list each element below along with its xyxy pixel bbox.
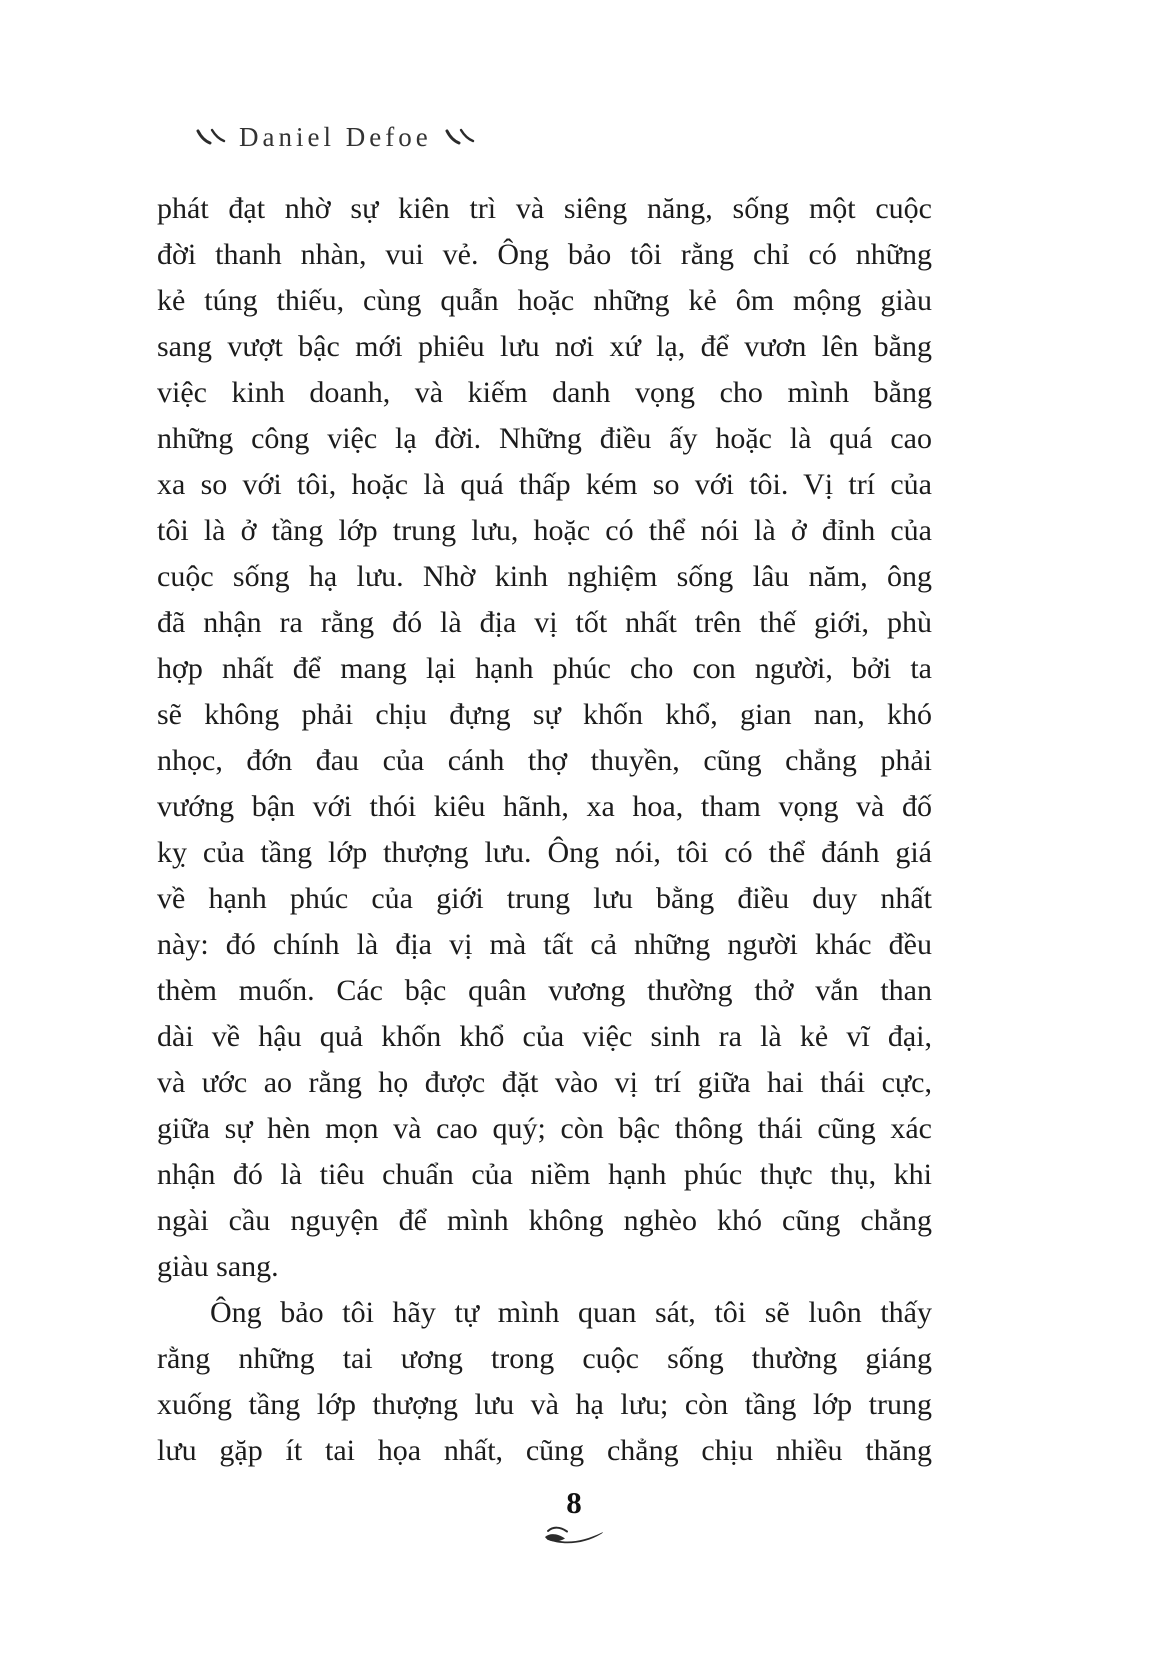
text-line: nhọc, đớn đau của cánh thợ thuyền, cũng chẳng phải: [157, 744, 932, 777]
text-line: sang vượt bậc mới phiêu lưu nơi xứ lạ, để vươn lên bằng: [157, 330, 932, 363]
text-line: rằng những tai ương trong cuộc sống thường giáng: [157, 1342, 932, 1375]
text-line: sẽ không phải chịu đựng sự khốn khổ, gian nan, khó: [157, 698, 932, 731]
text-line: Ông bảo tôi hãy tự mình quan sát, tôi sẽ luôn thấy: [210, 1296, 932, 1329]
text-line: xa so với tôi, hoặc là quá thấp kém so với tôi. Vị trí của: [157, 468, 932, 501]
paragraph: [157, 1290, 932, 1474]
text-line: nhận đó là tiêu chuẩn của niềm hạnh phúc thực thụ, khi: [157, 1158, 932, 1191]
text-line: đời thanh nhàn, vui vẻ. Ông bảo tôi rằng chỉ có những: [157, 238, 932, 271]
swash-ornament-icon: [443, 127, 477, 149]
text-line: giàu sang.: [157, 1250, 279, 1283]
text-line: đã nhận ra rằng đó là địa vị tốt nhất trên thế giới, phù: [157, 606, 932, 639]
text-line: dài về hậu quả khốn khổ của việc sinh ra là kẻ vĩ đại,: [157, 1020, 932, 1053]
text-line: và ước ao rằng họ được đặt vào vị trí giữa hai thái cực,: [157, 1066, 932, 1099]
author-name: Daniel Defoe: [239, 122, 432, 152]
running-head: [194, 122, 477, 153]
text-line: hợp nhất để mang lại hạnh phúc cho con người, bởi ta: [157, 652, 932, 685]
swash-ornament-icon: [194, 127, 228, 149]
text-block: [157, 186, 932, 1474]
page-footer: [0, 1484, 1148, 1545]
text-line: kẻ túng thiếu, cùng quẫn hoặc những kẻ ôm mộng giàu: [157, 284, 932, 317]
text-line: cuộc sống hạ lưu. Nhờ kinh nghiệm sống lâu năm, ông: [157, 560, 932, 593]
text-line: vướng bận với thói kiêu hãnh, xa hoa, tham vọng và đố: [157, 790, 932, 823]
text-line: ngài cầu nguyện để mình không nghèo khó cũng chẳng: [157, 1204, 932, 1237]
text-line: kỵ của tầng lớp thượng lưu. Ông nói, tôi có thể đánh giá: [157, 836, 932, 869]
text-line: tôi là ở tầng lớp trung lưu, hoặc có thể nói là ở đỉnh của: [157, 514, 932, 547]
text-line: những công việc lạ đời. Những điều ấy hoặc là quá cao: [157, 422, 932, 455]
text-line: thèm muốn. Các bậc quân vương thường thở vắn than: [157, 974, 932, 1007]
text-line: việc kinh doanh, và kiếm danh vọng cho mình bằng: [157, 376, 932, 409]
paragraph: [157, 186, 932, 1290]
text-line: giữa sự hèn mọn và cao quý; còn bậc thông thái cũng xác: [157, 1112, 932, 1145]
page-number: 8: [566, 1485, 582, 1520]
text-line: xuống tầng lớp thượng lưu và hạ lưu; còn tầng lớp trung: [157, 1388, 932, 1421]
wave-ornament-icon: [541, 1523, 607, 1545]
text-line: về hạnh phúc của giới trung lưu bằng điều duy nhất: [157, 882, 932, 915]
text-line: phát đạt nhờ sự kiên trì và siêng năng, sống một cuộc: [157, 192, 932, 225]
text-line: lưu gặp ít tai họa nhất, cũng chẳng chịu nhiều thăng: [157, 1434, 932, 1467]
text-line: này: đó chính là địa vị mà tất cả những người khác đều: [157, 928, 932, 961]
